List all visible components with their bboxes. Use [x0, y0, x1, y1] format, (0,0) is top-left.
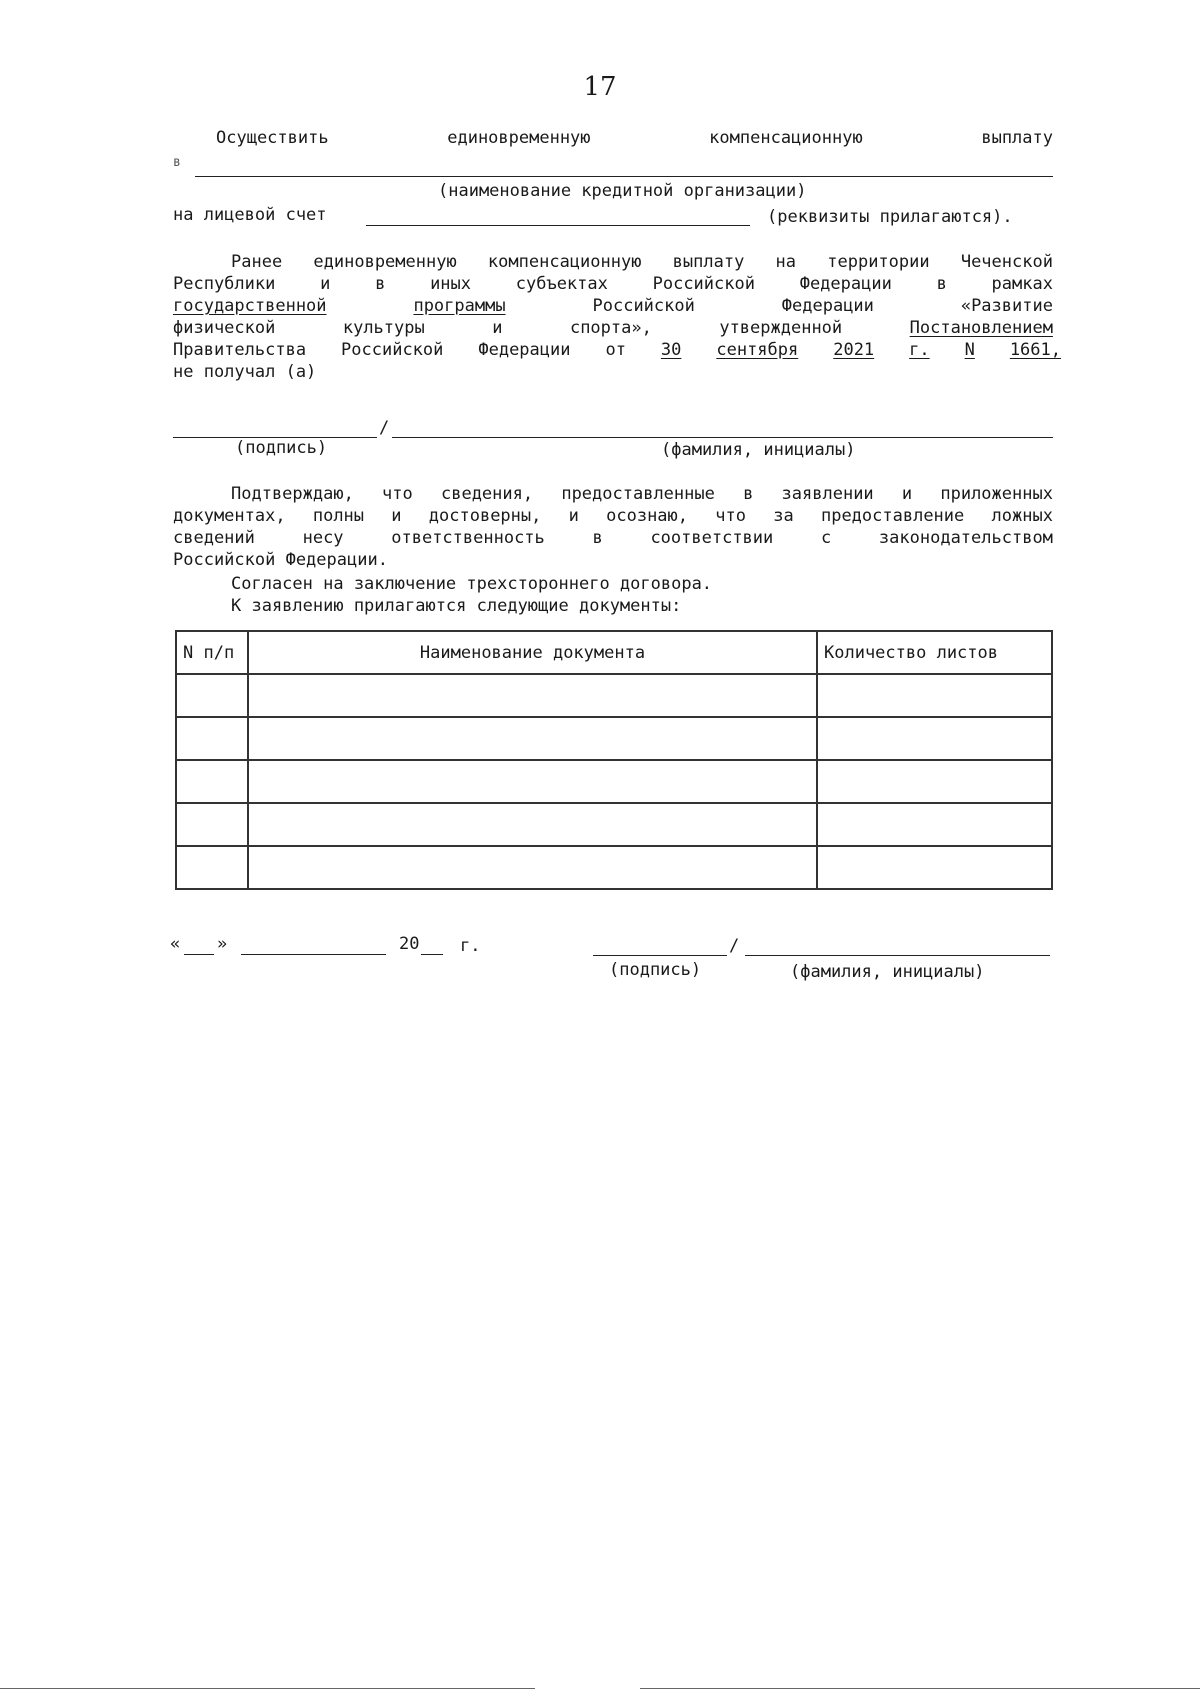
word: «Развитие	[960, 296, 1053, 316]
header-number: N п/п	[176, 631, 248, 674]
word: Федерации	[478, 340, 571, 360]
confirmation-line-3	[173, 528, 1053, 549]
word: приложенных	[940, 484, 1053, 504]
word: соответствии	[650, 528, 774, 548]
name-caption: (фамилия, инициалы)	[661, 440, 856, 460]
word: ответственность	[391, 528, 545, 548]
resolution-link-word[interactable]: сентября	[716, 340, 799, 360]
word: от	[605, 340, 626, 360]
prefix-v: в	[173, 155, 181, 170]
word: Подтверждаю,	[231, 484, 354, 504]
word: достоверны,	[428, 506, 542, 526]
table-cell[interactable]	[817, 674, 1052, 717]
table-cell[interactable]	[248, 846, 817, 889]
word: компенсационную	[487, 252, 642, 272]
table-cell[interactable]	[176, 760, 248, 803]
word: и	[320, 274, 331, 294]
word: предоставленные	[561, 484, 715, 504]
bank-name-caption: (наименование кредитной организации)	[438, 181, 807, 201]
scan-edge-line	[640, 1688, 1200, 1689]
word: законодательством	[878, 528, 1053, 548]
word: и	[901, 484, 913, 504]
footer-signature-field-line[interactable]	[593, 955, 727, 956]
previous-payment-line-4	[173, 318, 1053, 339]
word: документах,	[173, 506, 286, 526]
table-cell[interactable]	[248, 717, 817, 760]
word: иных	[430, 274, 472, 294]
year-prefix: 20	[399, 934, 420, 954]
word: Ранее	[231, 252, 283, 272]
confirmation-line-4: Российской Федерации.	[173, 550, 388, 570]
table-cell[interactable]	[248, 760, 817, 803]
table-row	[176, 717, 1052, 760]
date-quote-open: «	[170, 934, 181, 954]
word: заявлении	[781, 484, 874, 504]
word: осознаю,	[606, 506, 689, 526]
word: выплату	[981, 128, 1053, 148]
previous-payment-line-5	[173, 340, 1061, 361]
payment-instruction-line	[216, 128, 1053, 149]
table-cell[interactable]	[817, 760, 1052, 803]
word: субъектах	[515, 274, 608, 294]
bank-name-field-line[interactable]	[195, 176, 1053, 177]
word: несу	[302, 528, 344, 548]
previous-payment-line-1	[231, 252, 1053, 273]
table-row	[176, 846, 1052, 889]
attachments-intro: К заявлению прилагаются следующие документы:	[231, 596, 682, 616]
resolution-link-word[interactable]: Постановлением	[909, 318, 1053, 338]
word: утвержденной	[719, 318, 843, 338]
word: в	[936, 274, 947, 294]
footer-signature-separator: /	[729, 936, 740, 956]
word: и	[391, 506, 402, 526]
table-cell[interactable]	[176, 674, 248, 717]
word: ложных	[991, 506, 1053, 526]
table-cell[interactable]	[817, 803, 1052, 846]
word: за	[773, 506, 794, 526]
signature-caption: (подпись)	[235, 438, 328, 458]
previous-payment-line-2	[173, 274, 1053, 295]
word: и	[492, 318, 503, 338]
word: Российской	[652, 274, 755, 294]
year-suffix: г.	[460, 936, 481, 956]
word: Чеченской	[960, 252, 1053, 272]
word: Республики	[173, 274, 276, 294]
details-note: (реквизиты прилагаются).	[767, 207, 1013, 227]
word: и	[568, 506, 579, 526]
table-cell[interactable]	[176, 803, 248, 846]
footer-name-field-line[interactable]	[745, 955, 1050, 956]
name-field-line[interactable]	[392, 437, 1053, 438]
word: в	[592, 528, 603, 548]
word: что	[715, 506, 746, 526]
word: Российской	[592, 296, 695, 316]
word: Правительства	[173, 340, 307, 360]
scan-edge-line	[0, 1688, 535, 1689]
previous-payment-line-6: не получал (а)	[173, 362, 317, 382]
word: в	[743, 484, 754, 504]
table-header-row	[176, 631, 1052, 674]
table-cell[interactable]	[176, 846, 248, 889]
table-cell[interactable]	[248, 674, 817, 717]
word: Федерации	[781, 296, 874, 316]
footer-name-caption: (фамилия, инициалы)	[790, 962, 985, 982]
word: что	[382, 484, 413, 504]
word: Федерации	[799, 274, 892, 294]
word: единовременную	[313, 252, 457, 272]
word: сведений	[173, 528, 255, 548]
page-number: 17	[583, 72, 617, 102]
word: спорта»,	[569, 318, 652, 338]
word: сведения,	[440, 484, 534, 504]
table-row	[176, 803, 1052, 846]
agreement-text: Согласен на заключение трехстороннего договора.	[231, 574, 713, 594]
month-field-line[interactable]	[241, 954, 386, 955]
word: на	[775, 252, 797, 272]
table-row	[176, 760, 1052, 803]
table-cell[interactable]	[817, 846, 1052, 889]
word: культуры	[342, 318, 425, 338]
documents-table	[175, 630, 1053, 890]
resolution-link-word[interactable]: 30	[660, 340, 682, 360]
word: полны	[312, 506, 365, 526]
footer-signature-caption: (подпись)	[609, 960, 702, 980]
day-field-line[interactable]	[184, 954, 214, 955]
word: Осуществить	[216, 128, 329, 148]
year-field-line[interactable]	[421, 954, 443, 955]
resolution-link-word[interactable]: г.	[909, 340, 930, 360]
resolution-link-word[interactable]: 2021	[833, 340, 875, 360]
table-cell[interactable]	[176, 717, 248, 760]
header-sheet-count: Количество листов	[817, 631, 1052, 674]
word: территории	[827, 252, 930, 272]
word: предоставление	[820, 506, 965, 526]
table-row	[176, 674, 1052, 717]
table-cell[interactable]	[817, 717, 1052, 760]
account-label: на лицевой счет	[173, 205, 327, 225]
program-link-word[interactable]: программы	[413, 296, 506, 316]
resolution-link-word[interactable]: N	[964, 340, 975, 360]
table-cell[interactable]	[248, 803, 817, 846]
confirmation-line-1	[231, 484, 1053, 505]
confirmation-line-2	[173, 506, 1053, 527]
header-document-name: Наименование документа	[248, 631, 817, 674]
signature-separator: /	[379, 418, 390, 438]
word: Российской	[341, 340, 444, 360]
word: в	[375, 274, 386, 294]
date-quote-close: »	[217, 934, 228, 954]
account-field-line[interactable]	[366, 225, 750, 226]
word: компенсационную	[709, 128, 863, 148]
word: единовременную	[447, 128, 591, 148]
word: физической	[173, 318, 276, 338]
resolution-link-word[interactable]: 1661,	[1009, 340, 1061, 360]
program-link-word[interactable]: государственной	[173, 296, 327, 316]
word: рамках	[991, 274, 1053, 294]
previous-payment-line-3	[173, 296, 1053, 317]
word: выплату	[672, 252, 745, 272]
word: с	[820, 528, 832, 548]
